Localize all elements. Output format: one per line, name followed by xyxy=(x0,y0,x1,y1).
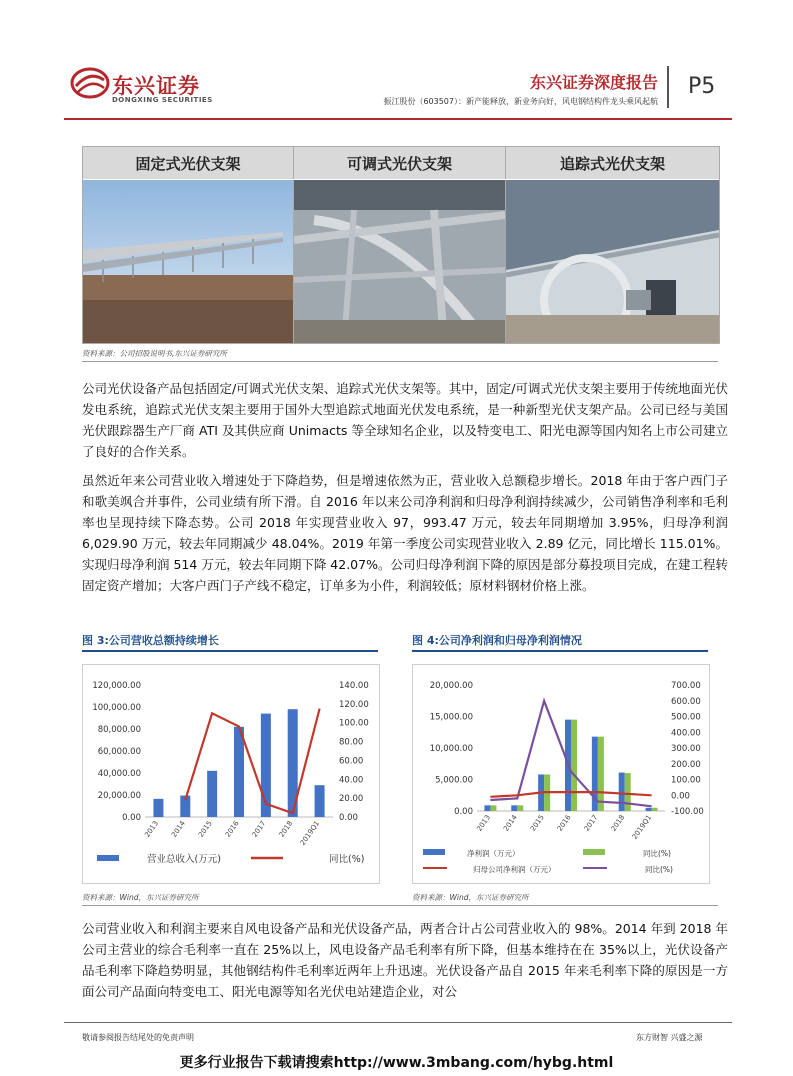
x-tick-label: 2019Q1 xyxy=(298,819,322,847)
y-right-tick-label: 0.00 xyxy=(671,791,690,802)
column-adjustable-bracket: 可调式光伏支架 xyxy=(294,147,506,179)
legend-revenue-swatch xyxy=(97,855,119,861)
legend-yoy-label: 同比(%) xyxy=(329,854,365,865)
figure4-source: 资料来源：Wind，东兴证券研究所 xyxy=(412,893,529,902)
y-right-tick-label: 700.00 xyxy=(671,681,701,691)
adjustable-bracket-photo xyxy=(294,180,506,343)
y-left-tick-label: 0.00 xyxy=(454,807,473,817)
bar-2016 xyxy=(234,727,244,817)
figure3-title-rule xyxy=(82,650,378,652)
page-number: P5 xyxy=(688,74,716,99)
header-divider xyxy=(667,66,669,108)
x-tick-label: 2017 xyxy=(582,813,600,833)
column-fixed-bracket: 固定式光伏支架 xyxy=(83,147,294,179)
header-rule xyxy=(64,118,732,120)
column-tracking-bracket: 追踪式光伏支架 xyxy=(506,147,719,179)
legend-revenue-label: 营业总收入(万元) xyxy=(147,854,221,865)
figure-source-rule xyxy=(82,905,718,906)
bar-2019Q1 xyxy=(315,785,325,817)
y-right-tick-label: 400.00 xyxy=(671,728,701,739)
y-left-tick-label: 60,000.00 xyxy=(97,747,141,757)
photo-source-note: 资料来源：公司招股说明书,东兴证券研究所 xyxy=(82,349,227,358)
y-right-tick-label: 300.00 xyxy=(671,744,701,754)
legend-netprofit-swatch xyxy=(423,849,445,855)
y-right-tick-label: 60.00 xyxy=(339,756,364,767)
x-tick-label: 2018 xyxy=(277,819,295,839)
tracking-bracket-photo xyxy=(506,180,719,343)
disclaimer-note: 敬请参阅报告结尾处的免责声明 xyxy=(82,1033,194,1042)
figure4-title-rule xyxy=(412,650,708,652)
bar-2013 xyxy=(153,799,163,817)
legend-parent-swatch xyxy=(583,849,605,855)
report-title: 东兴证券深度报告 xyxy=(529,73,658,92)
y-left-tick-label: 5,000.00 xyxy=(435,775,473,786)
x-tick-label: 2013 xyxy=(143,819,161,839)
y-left-tick-label: 120,000.00 xyxy=(92,681,141,691)
legend-yoy-label-2: 同比(%) xyxy=(645,865,673,874)
y-right-tick-label: 100.00 xyxy=(339,718,369,729)
figure4-chart xyxy=(412,664,710,884)
dongxing-logo-icon xyxy=(70,66,110,100)
bar-2018 xyxy=(625,773,631,811)
report-subtitle: 振江股份（603507）：新产能释放，新业务向好，风电钢结构件龙头乘风起航 xyxy=(383,97,658,106)
x-tick-label: 2016 xyxy=(223,819,241,839)
x-tick-label: 2015 xyxy=(197,819,214,839)
bar-2018 xyxy=(619,773,625,811)
y-right-tick-label: 140.00 xyxy=(339,681,369,691)
y-left-tick-label: 10,000.00 xyxy=(429,744,473,754)
figure3-title: 图 3:公司营收总额持续增长 xyxy=(82,634,219,647)
x-tick-label: 2019Q1 xyxy=(630,813,654,841)
y-right-tick-label: 600.00 xyxy=(671,696,701,707)
download-banner: 更多行业报告下载请搜索http://www.3mbang.com/hybg.html xyxy=(179,1055,614,1071)
footer-slogan: 东方财智 兴盛之源 xyxy=(636,1033,703,1042)
x-tick-label: 2018 xyxy=(609,813,627,833)
figure3-source: 资料来源：Wind，东兴证券研究所 xyxy=(82,893,199,902)
paragraph-pv-products: 公司光伏设备产品包括固定/可调式光伏支架、追踪式光伏支架等。其中，固定/可调式光伏支架主要用于传统地面光伏发电系统，追踪式光伏支架主要用于国外大型追踪式地面光伏发电系统，是一种新型光伏支架产品。公司已经与美国光伏跟踪器生产厂商 ATI 及其供应商 Unimacts 等全球知名企业，以及特变电工、阳光电源等国内知名上市公司建立了良好的合作关系。 xyxy=(82,381,728,459)
x-tick-label: 2017 xyxy=(250,819,268,839)
legend-netprofit-label: 净利润（万元） xyxy=(467,849,520,858)
y-left-tick-label: 20,000.00 xyxy=(429,681,473,691)
paragraph-margins: 公司营业收入和利润主要来自风电设备产品和光伏设备产品，两者合计占公司营业收入的 98%。2014 年到 2018 年公司主营业的综合毛利率一直在 25%以上，风电设备产品毛利率有所下降，但基本维持在在 35%以上，光伏设备产品毛利率下降趋势明显，其他钢结构件毛利率近两年上升迅速。光伏设备产品自 2015 年来毛利率下降的原因是一方面公司产品面向特变电工、阳光电源等知名光伏电站建造企业，对公 xyxy=(82,921,728,999)
bar-2019Q1 xyxy=(646,808,652,811)
source-rule xyxy=(82,361,718,362)
y-left-tick-label: 0.00 xyxy=(122,813,141,823)
x-tick-label: 2014 xyxy=(502,813,519,833)
figure3-chart xyxy=(82,664,380,884)
y-right-tick-label: 80.00 xyxy=(339,737,364,748)
bar-2015 xyxy=(207,771,217,817)
fixed-bracket-photo xyxy=(83,180,294,343)
y-right-tick-label: 0.00 xyxy=(339,813,358,823)
logo-text: 东兴证券 xyxy=(112,74,200,98)
footer-rule xyxy=(64,1022,732,1023)
y-right-tick-label: 40.00 xyxy=(339,775,364,786)
y-right-tick-label: 20.00 xyxy=(339,794,364,805)
bar-2013 xyxy=(484,805,490,811)
y-right-tick-label: 120.00 xyxy=(339,699,369,710)
y-left-tick-label: 80,000.00 xyxy=(97,725,141,735)
legend-yoy-label-1: 同比(%) xyxy=(643,849,671,858)
y-left-tick-label: 100,000.00 xyxy=(92,703,141,713)
x-tick-label: 2015 xyxy=(529,813,546,833)
line-series-0 xyxy=(185,709,319,814)
logo-english: DONGXING SECURITIES xyxy=(112,96,213,104)
paragraph-revenue: 虽然近年来公司营业收入增速处于下降趋势，但是增速依然为正，营业收入总额稳步增长。2018 年由于客户西门子和歌美飒合并事件，公司业绩有所下滑。自 2016 年以来公司净利润和归母净利润持续减少，公司销售净利率和毛利率也呈现持续下降态势。公司 2018 年实现营业收入 97，993.47 万元，较去年同期增加 3.95%，归母净利润 6,029.90 万元，较去年同期减少 48.04%。2019 年第一季度公司实现营业收入 2.89 亿元，同比增长 115.01%。实现归母净利润 514 万元，较去年同期下降 42.07%。公司归母净利润下降的原因是部分募投项目完成，在建工程转固定资产增加；大客户西门子产线不稳定，订单多为小件，利润较低；原材料钢材价格上涨。 xyxy=(82,473,728,593)
bar-2013 xyxy=(490,805,496,811)
y-left-tick-label: 15,000.00 xyxy=(429,712,473,723)
y-right-tick-label: 500.00 xyxy=(671,712,701,723)
x-tick-label: 2014 xyxy=(170,819,187,839)
y-right-tick-label: 100.00 xyxy=(671,775,701,786)
figure4-title: 图 4:公司净利润和归母净利润情况 xyxy=(412,634,582,647)
bar-2014 xyxy=(511,805,517,811)
bracket-photo-table xyxy=(82,146,720,344)
legend-parent-label: 归母公司净利润（万元） xyxy=(473,865,556,874)
bar-2019Q1 xyxy=(652,808,658,811)
bar-2017 xyxy=(598,737,604,811)
bar-2016 xyxy=(571,720,577,811)
bar-2014 xyxy=(517,805,523,811)
x-tick-label: 2016 xyxy=(555,813,573,833)
y-right-tick-label: -100.00 xyxy=(671,807,704,817)
y-right-tick-label: 200.00 xyxy=(671,759,701,770)
y-left-tick-label: 40,000.00 xyxy=(97,769,141,779)
x-tick-label: 2013 xyxy=(475,813,493,833)
y-left-tick-label: 20,000.00 xyxy=(97,791,141,801)
